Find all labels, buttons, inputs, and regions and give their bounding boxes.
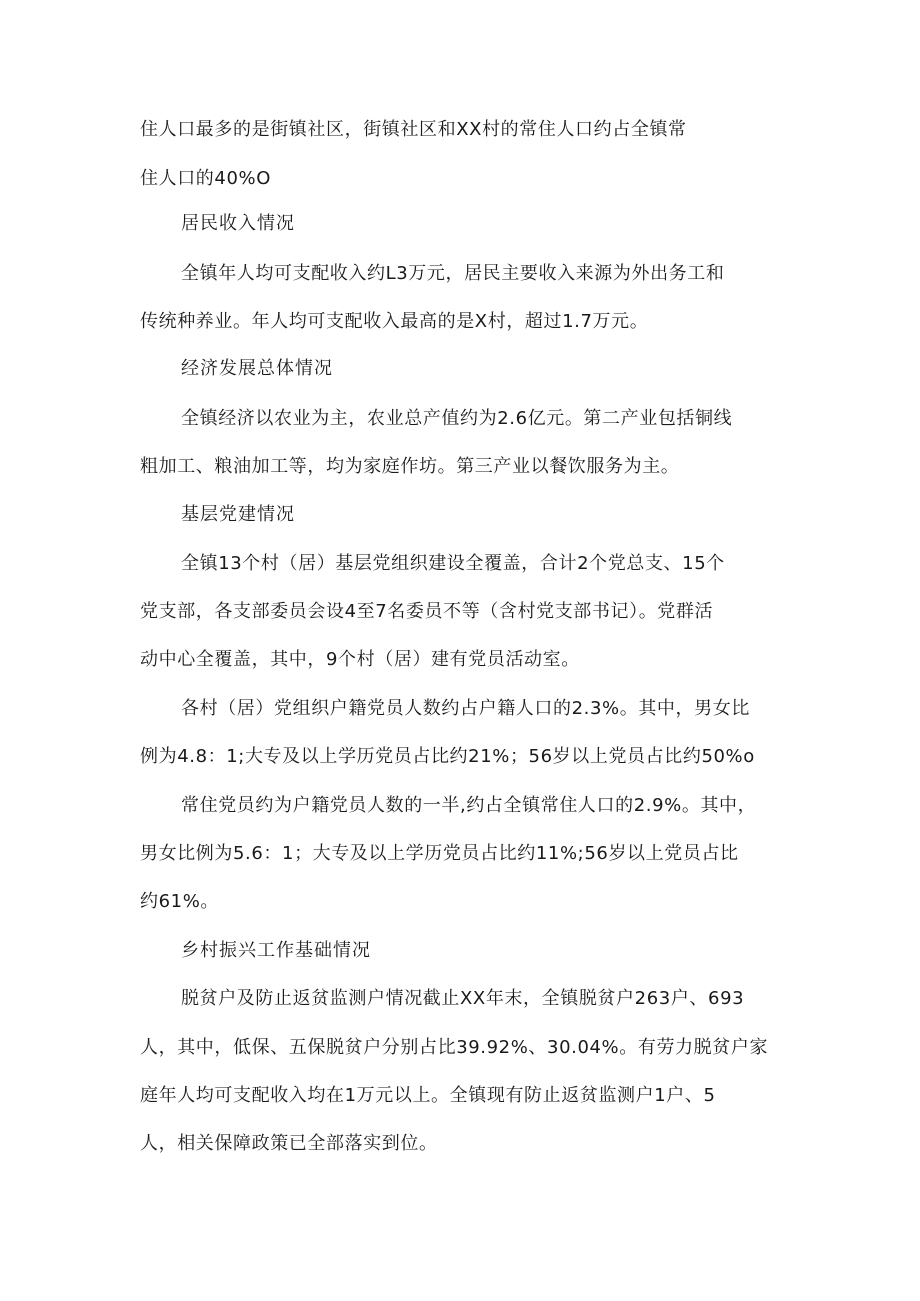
paragraph-line: 动中心全覆盖，其中，9个村（居）建有党员活动室。 xyxy=(140,649,580,670)
section-heading-party-building: 基层党建情况 xyxy=(181,504,295,525)
paragraph-line: 传统种养业。年人均可支配收入最高的是X村，超过1.7万元。 xyxy=(140,311,649,332)
paragraph-line: 人，其中，低保、五保脱贫户分别占比39.92%、30.04%。有劳力脱贫户家 xyxy=(140,1037,769,1058)
paragraph-line: 全镇13个村（居）基层党组织建设全覆盖，合计2个党总支、15个 xyxy=(181,553,725,574)
paragraph-line: 住人口的40%O xyxy=(140,168,271,189)
paragraph-line: 常住党员约为户籍党员人数的一半,约占全镇常住人口的2.9%。其中， xyxy=(181,795,757,816)
paragraph-line: 住人口最多的是街镇社区，街镇社区和XX村的常住人口约占全镇常 xyxy=(140,119,687,140)
paragraph-line: 脱贫户及防止返贫监测户情况截止XX年末，全镇脱贫户263户、693 xyxy=(181,988,745,1009)
paragraph-line: 约61%。 xyxy=(140,891,220,912)
paragraph-line: 庭年人均可支配收入均在1万元以上。全镇现有防止返贫监测户1户、5 xyxy=(140,1085,716,1106)
paragraph-line: 男女比例为5.6：1；大专及以上学历党员占比约11%;56岁以上党员占比 xyxy=(140,843,739,864)
section-heading-economy: 经济发展总体情况 xyxy=(181,358,333,379)
paragraph-line: 全镇经济以农业为主，农业总产值约为2.6亿元。第二产业包括铜线 xyxy=(181,408,733,429)
paragraph-line: 各村（居）党组织户籍党员人数约占户籍人口的2.3%。其中，男女比 xyxy=(181,698,750,719)
section-heading-income: 居民收入情况 xyxy=(181,213,295,234)
paragraph-line: 全镇年人均可支配收入约L3万元，居民主要收入来源为外出务工和 xyxy=(181,263,725,284)
paragraph-line: 例为4.8：1;大专及以上学历党员占比约21%；56岁以上党员占比约50%o xyxy=(140,746,755,767)
paragraph-line: 党支部，各支部委员会设4至7名委员不等（含村党支部书记）。党群活 xyxy=(140,601,714,622)
section-heading-rural-revitalization: 乡村振兴工作基础情况 xyxy=(181,940,371,961)
paragraph-line: 粗加工、粮油加工等，均为家庭作坊。第三产业以餐饮服务为主。 xyxy=(140,456,680,477)
paragraph-line: 人，相关保障政策已全部落实到位。 xyxy=(140,1133,438,1154)
